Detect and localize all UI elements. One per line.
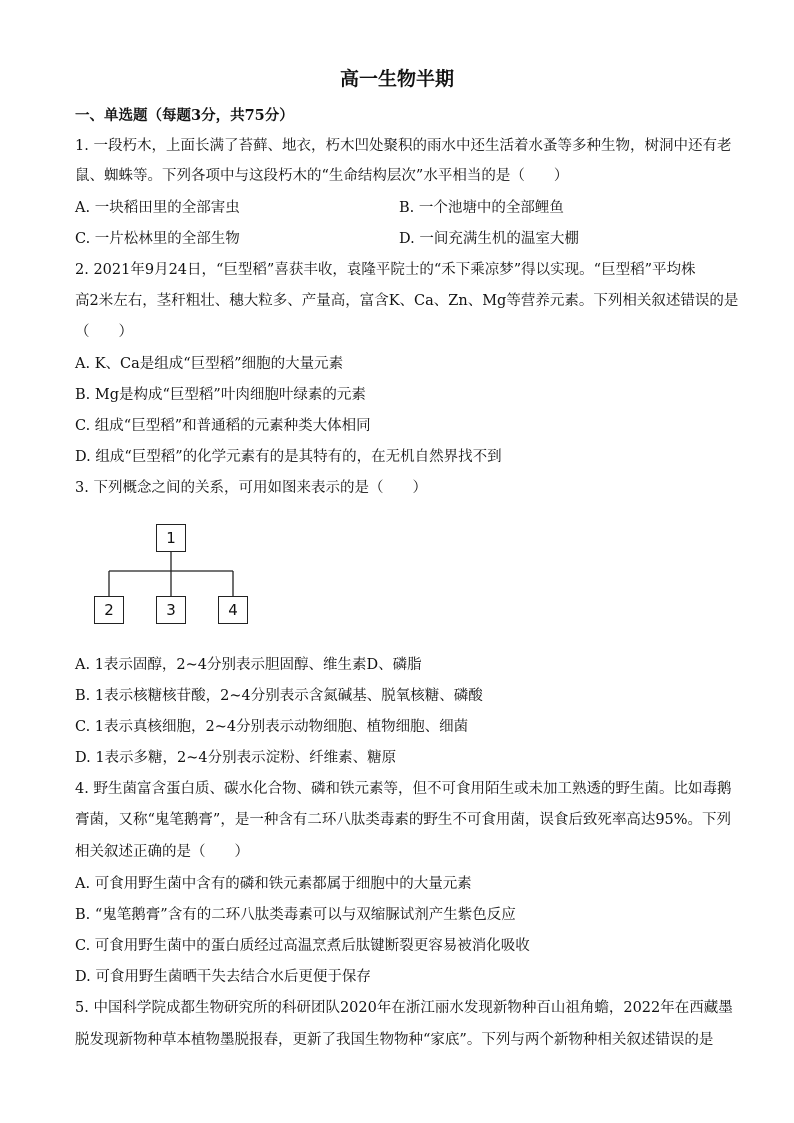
page-title: 高一生物半期 <box>339 68 454 90</box>
q1-stem-line-2: 鼠、蜘蛛等。下列各项中与这段朽木的“生命结构层次”水平相当的是（ ） <box>75 168 569 184</box>
q4-stem-line-3: 相关叙述正确的是（ ） <box>75 844 249 860</box>
q1-option-d: D. 一间充满生机的温室大棚 <box>399 231 579 247</box>
q2-option-b: B. Mg是构成“巨型稻”叶肉细胞叶绿素的元素 <box>75 387 366 403</box>
q5-stem-line-1: 5. 中国科学院成都生物研究所的科研团队2020年在浙江丽水发现新物种百山祖角蟾，2022年在西藏墨 <box>75 1000 733 1016</box>
concept-tree-diagram <box>92 524 252 628</box>
q2-stem-line-2: 高2米左右，茎秆粗壮、穗大粒多、产量高，富含K、Ca、Zn、Mg等营养元素。下列相关叙述错误的是 <box>75 293 739 309</box>
q4-option-c: C. 可食用野生菌中的蛋白质经过高温烹煮后肽键断裂更容易被消化吸收 <box>75 938 530 954</box>
section-heading: 一、单选题（每题3分，共75分） <box>75 107 294 124</box>
q3-option-c: C. 1表示真核细胞，2~4分别表示动物细胞、植物细胞、细菌 <box>75 719 469 735</box>
q1-option-b: B. 一个池塘中的全部鲤鱼 <box>399 200 564 216</box>
tree-node-1: 1 <box>156 524 186 552</box>
q2-option-d: D. 组成“巨型稻”的化学元素有的是其特有的，在无机自然界找不到 <box>75 449 502 465</box>
q3-option-a: A. 1表示固醇，2~4分别表示胆固醇、维生素D、磷脂 <box>75 657 422 673</box>
q3-stem-line-1: 3. 下列概念之间的关系，可用如图来表示的是（ ） <box>75 480 427 496</box>
q2-stem-line-1: 2. 2021年9月24日，“巨型稻”喜获丰收，袁隆平院士的“禾下乘凉梦”得以实现。“巨型稻”平均株 <box>75 262 696 278</box>
q3-option-b: B. 1表示核糖核苷酸，2~4分别表示含氮碱基、脱氧核糖、磷酸 <box>75 688 483 704</box>
q2-option-a: A. K、Ca是组成“巨型稻”细胞的大量元素 <box>75 356 344 372</box>
q4-option-b: B. “鬼笔鹅膏”含有的二环八肽类毒素可以与双缩脲试剂产生紫色反应 <box>75 907 516 923</box>
q4-stem-line-1: 4. 野生菌富含蛋白质、碳水化合物、磷和铁元素等，但不可食用陌生或未加工熟透的野生菌。比如毒鹅 <box>75 781 732 797</box>
tree-node-4: 4 <box>218 596 248 624</box>
q2-stem-line-3: （ ） <box>75 324 133 340</box>
q1-option-c: C. 一片松林里的全部生物 <box>75 231 240 247</box>
q4-stem-line-2: 膏菌，又称“鬼笔鹅膏”，是一种含有二环八肽类毒素的野生不可食用菌，误食后致死率高达95%。下列 <box>75 812 732 828</box>
q1-option-a: A. 一块稻田里的全部害虫 <box>75 200 240 216</box>
q1-stem-line-1: 1. 一段朽木，上面长满了苔藓、地衣，朽木凹处聚积的雨水中还生活着水蚤等多种生物，树洞中还有老 <box>75 138 732 154</box>
q5-stem-line-2: 脱发现新物种草本植物墨脱报春，更新了我国生物物种“家底”。下列与两个新物种相关叙述错误的是 <box>75 1032 714 1048</box>
tree-node-3: 3 <box>156 596 186 624</box>
q3-option-d: D. 1表示多糖，2~4分别表示淀粉、纤维素、糖原 <box>75 750 397 766</box>
q4-option-d: D. 可食用野生菌晒干失去结合水后更便于保存 <box>75 969 371 985</box>
tree-node-2: 2 <box>94 596 124 624</box>
q4-option-a: A. 可食用野生菌中含有的磷和铁元素都属于细胞中的大量元素 <box>75 876 472 892</box>
q2-option-c: C. 组成“巨型稻”和普通稻的元素种类大体相同 <box>75 418 371 434</box>
